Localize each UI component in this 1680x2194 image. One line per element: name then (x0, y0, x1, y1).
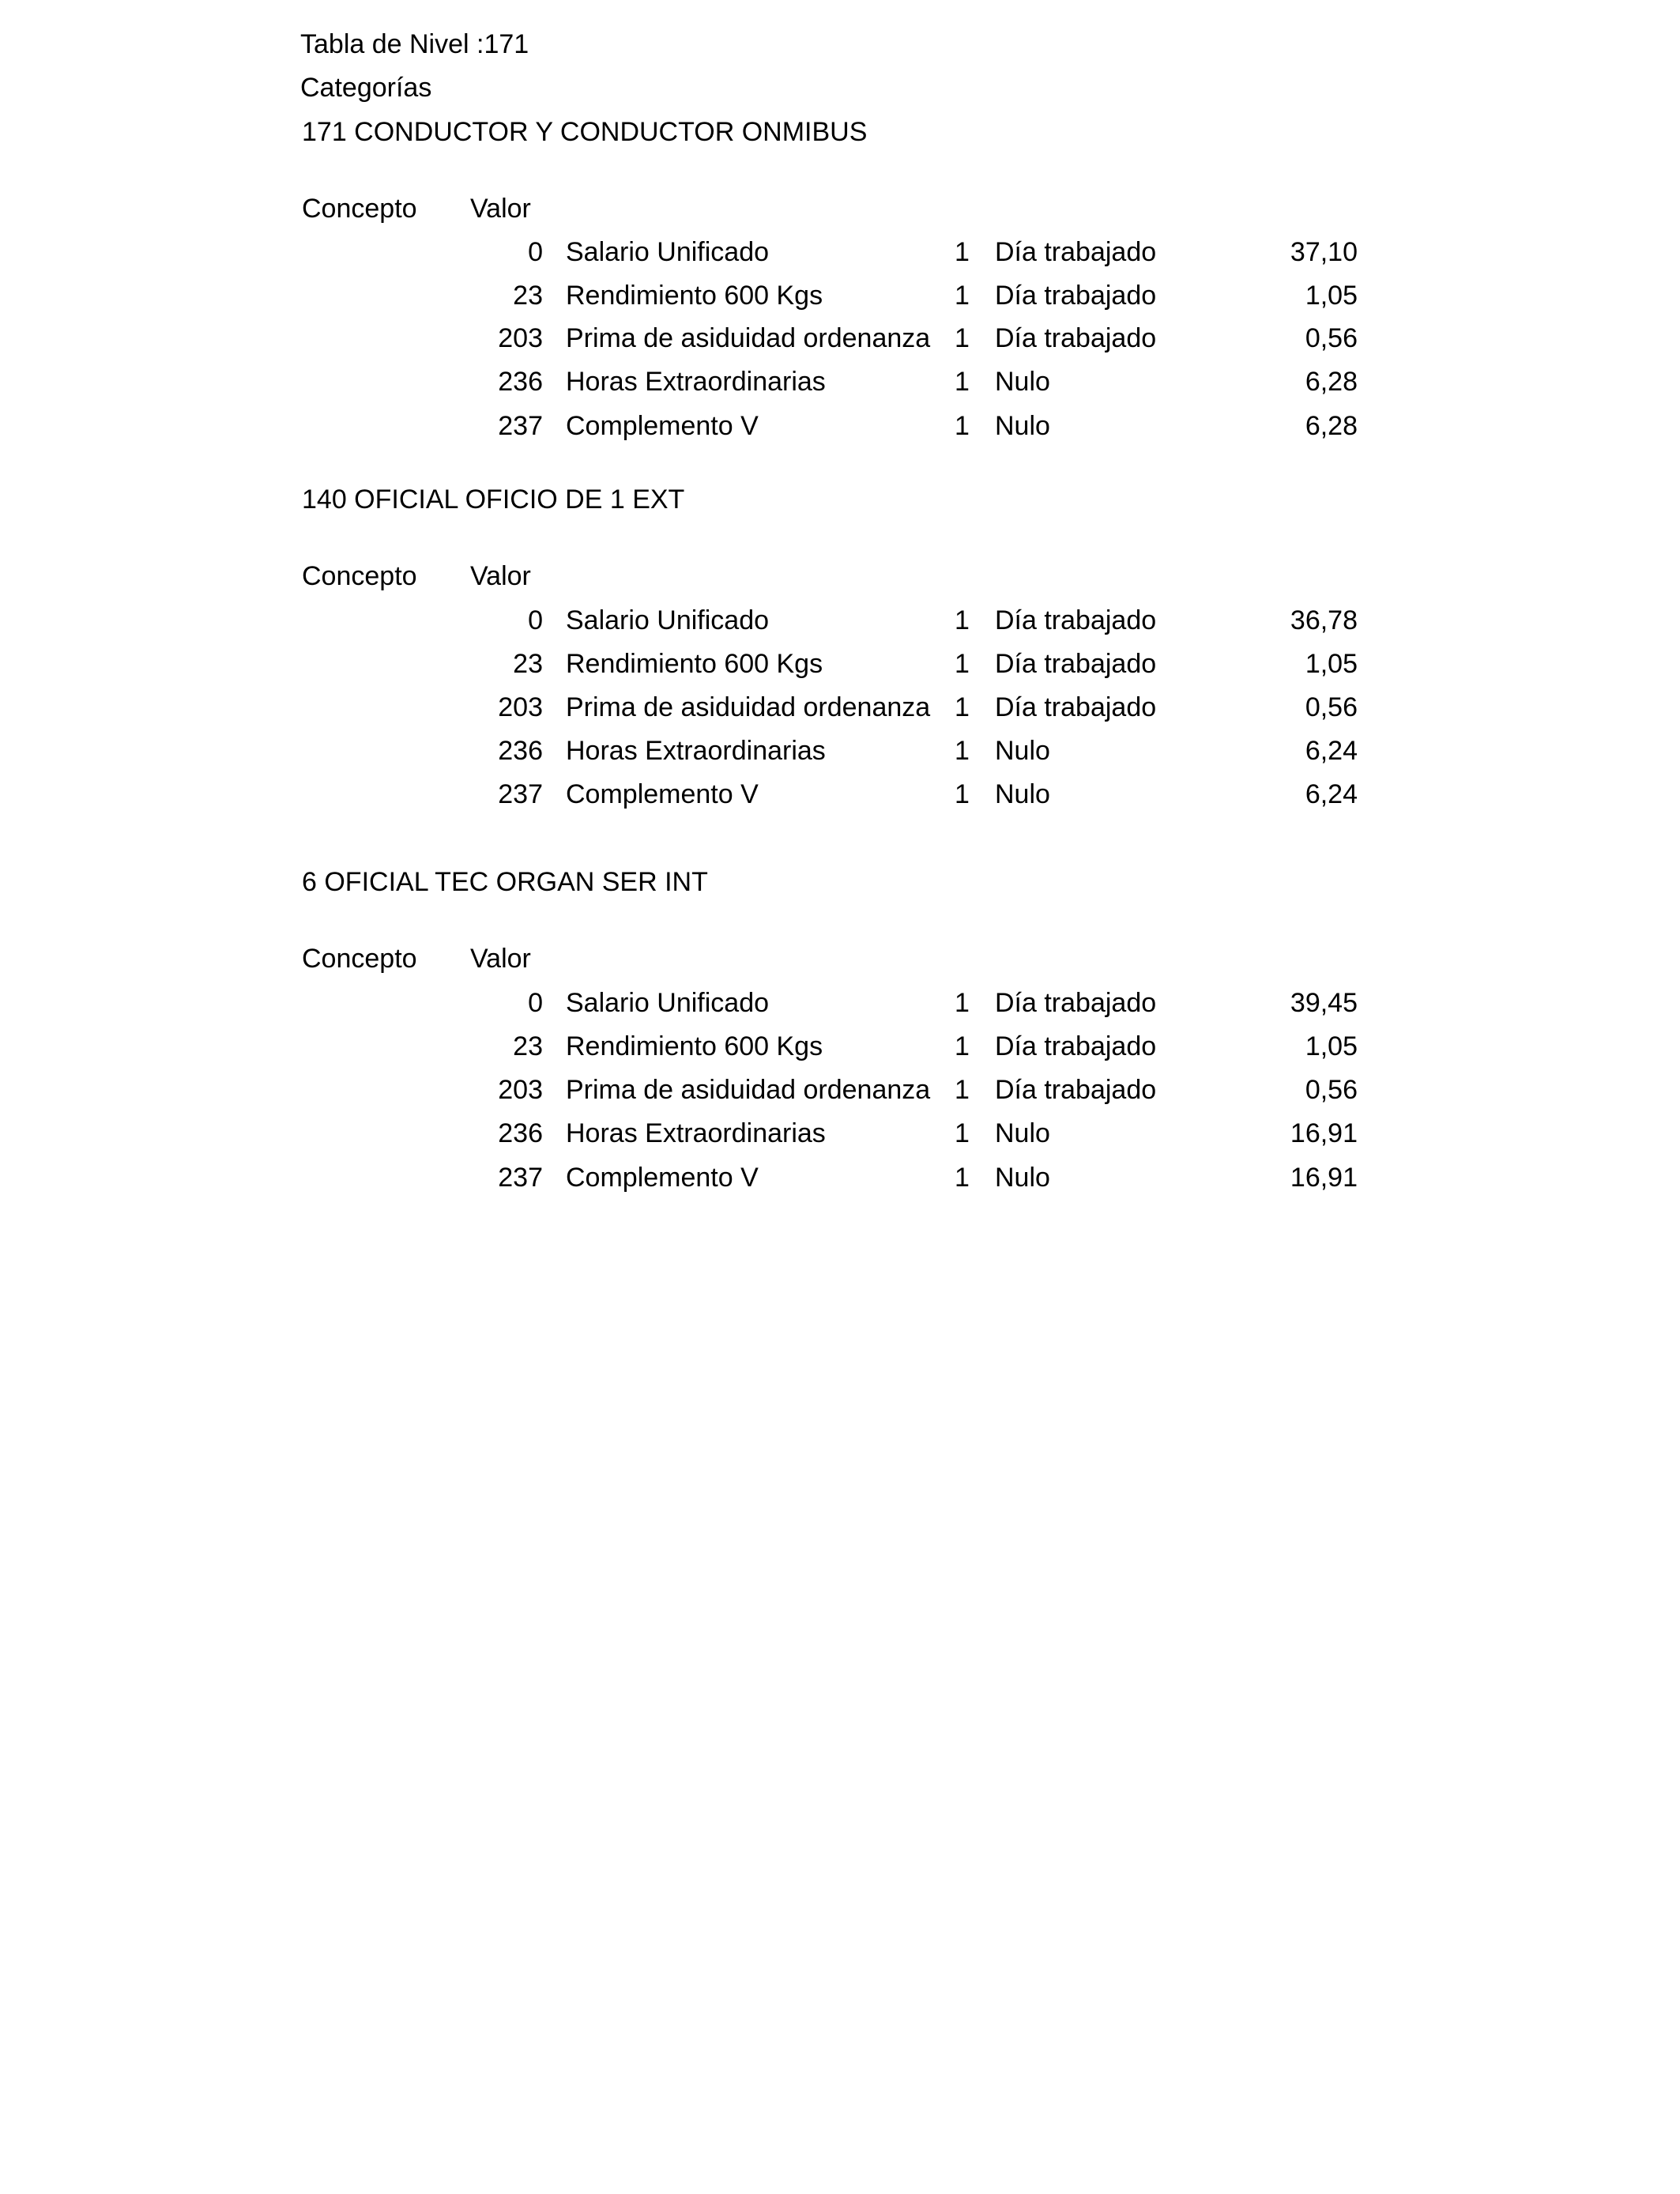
concept-code: 236 (498, 367, 543, 397)
concept-name: Horas Extraordinarias (566, 1118, 826, 1148)
column-label-valor: Valor (470, 194, 531, 224)
concept-name: Prima de asiduidad ordenanza (566, 323, 931, 353)
concept-value: 16,91 (1290, 1118, 1358, 1148)
concept-quantity: 1 (955, 1118, 970, 1148)
category-title: 6 OFICIAL TEC ORGAN SER INT (302, 867, 708, 897)
concept-code: 203 (498, 692, 543, 722)
concept-value: 1,05 (1305, 281, 1358, 311)
concept-quantity: 1 (955, 367, 970, 397)
concept-name: Horas Extraordinarias (566, 367, 826, 397)
concept-unit: Día trabajado (995, 649, 1157, 679)
concept-value: 6,24 (1305, 736, 1358, 766)
concept-unit: Nulo (995, 1118, 1050, 1148)
column-label-concepto: Concepto (302, 944, 417, 974)
concept-code: 236 (498, 1118, 543, 1148)
concept-unit: Nulo (995, 779, 1050, 809)
concept-code: 0 (528, 605, 543, 635)
concept-quantity: 1 (955, 237, 970, 267)
concept-unit: Día trabajado (995, 281, 1157, 311)
concept-unit: Nulo (995, 411, 1050, 441)
concept-unit: Día trabajado (995, 237, 1157, 267)
concept-code: 237 (498, 1163, 543, 1193)
concept-value: 1,05 (1305, 649, 1358, 679)
concept-unit: Día trabajado (995, 988, 1157, 1018)
concept-name: Prima de asiduidad ordenanza (566, 692, 931, 722)
concept-name: Prima de asiduidad ordenanza (566, 1075, 931, 1105)
concept-unit: Día trabajado (995, 323, 1157, 353)
concept-quantity: 1 (955, 649, 970, 679)
concept-name: Rendimiento 600 Kgs (566, 649, 823, 679)
concept-quantity: 1 (955, 1075, 970, 1105)
concept-code: 203 (498, 1075, 543, 1105)
concept-value: 6,24 (1305, 779, 1358, 809)
concept-code: 203 (498, 323, 543, 353)
concept-unit: Día trabajado (995, 692, 1157, 722)
concept-code: 237 (498, 779, 543, 809)
concept-name: Salario Unificado (566, 988, 770, 1018)
category-title: 171 CONDUCTOR Y CONDUCTOR ONMIBUS (302, 117, 868, 147)
concept-unit: Nulo (995, 1163, 1050, 1193)
concept-quantity: 1 (955, 281, 970, 311)
concept-name: Complemento V (566, 1163, 759, 1193)
concept-code: 0 (528, 988, 543, 1018)
concept-name: Salario Unificado (566, 605, 770, 635)
concept-value: 37,10 (1290, 237, 1358, 267)
concept-quantity: 1 (955, 1163, 970, 1193)
concept-unit: Día trabajado (995, 605, 1157, 635)
concept-name: Rendimiento 600 Kgs (566, 281, 823, 311)
category-title: 140 OFICIAL OFICIO DE 1 EXT (302, 484, 685, 515)
concept-unit: Día trabajado (995, 1075, 1157, 1105)
concept-value: 16,91 (1290, 1163, 1358, 1193)
concept-unit: Nulo (995, 367, 1050, 397)
concept-unit: Día trabajado (995, 1031, 1157, 1061)
concept-quantity: 1 (955, 323, 970, 353)
concept-quantity: 1 (955, 692, 970, 722)
concept-code: 23 (513, 649, 543, 679)
concept-quantity: 1 (955, 779, 970, 809)
document-subtitle: Categorías (300, 73, 432, 103)
concept-code: 237 (498, 411, 543, 441)
concept-name: Complemento V (566, 411, 759, 441)
column-label-concepto: Concepto (302, 194, 417, 224)
document-title: Tabla de Nivel :171 (300, 29, 529, 59)
concept-quantity: 1 (955, 736, 970, 766)
concept-value: 6,28 (1305, 411, 1358, 441)
concept-quantity: 1 (955, 988, 970, 1018)
concept-code: 0 (528, 237, 543, 267)
column-label-valor: Valor (470, 561, 531, 591)
concept-name: Salario Unificado (566, 237, 770, 267)
concept-quantity: 1 (955, 411, 970, 441)
concept-quantity: 1 (955, 1031, 970, 1061)
concept-code: 23 (513, 281, 543, 311)
concept-value: 0,56 (1305, 1075, 1358, 1105)
column-label-valor: Valor (470, 944, 531, 974)
concept-name: Horas Extraordinarias (566, 736, 826, 766)
concept-value: 36,78 (1290, 605, 1358, 635)
concept-value: 6,28 (1305, 367, 1358, 397)
concept-quantity: 1 (955, 605, 970, 635)
column-label-concepto: Concepto (302, 561, 417, 591)
concept-value: 0,56 (1305, 692, 1358, 722)
concept-value: 1,05 (1305, 1031, 1358, 1061)
concept-value: 39,45 (1290, 988, 1358, 1018)
concept-value: 0,56 (1305, 323, 1358, 353)
concept-code: 23 (513, 1031, 543, 1061)
concept-name: Complemento V (566, 779, 759, 809)
concept-unit: Nulo (995, 736, 1050, 766)
concept-name: Rendimiento 600 Kgs (566, 1031, 823, 1061)
concept-code: 236 (498, 736, 543, 766)
